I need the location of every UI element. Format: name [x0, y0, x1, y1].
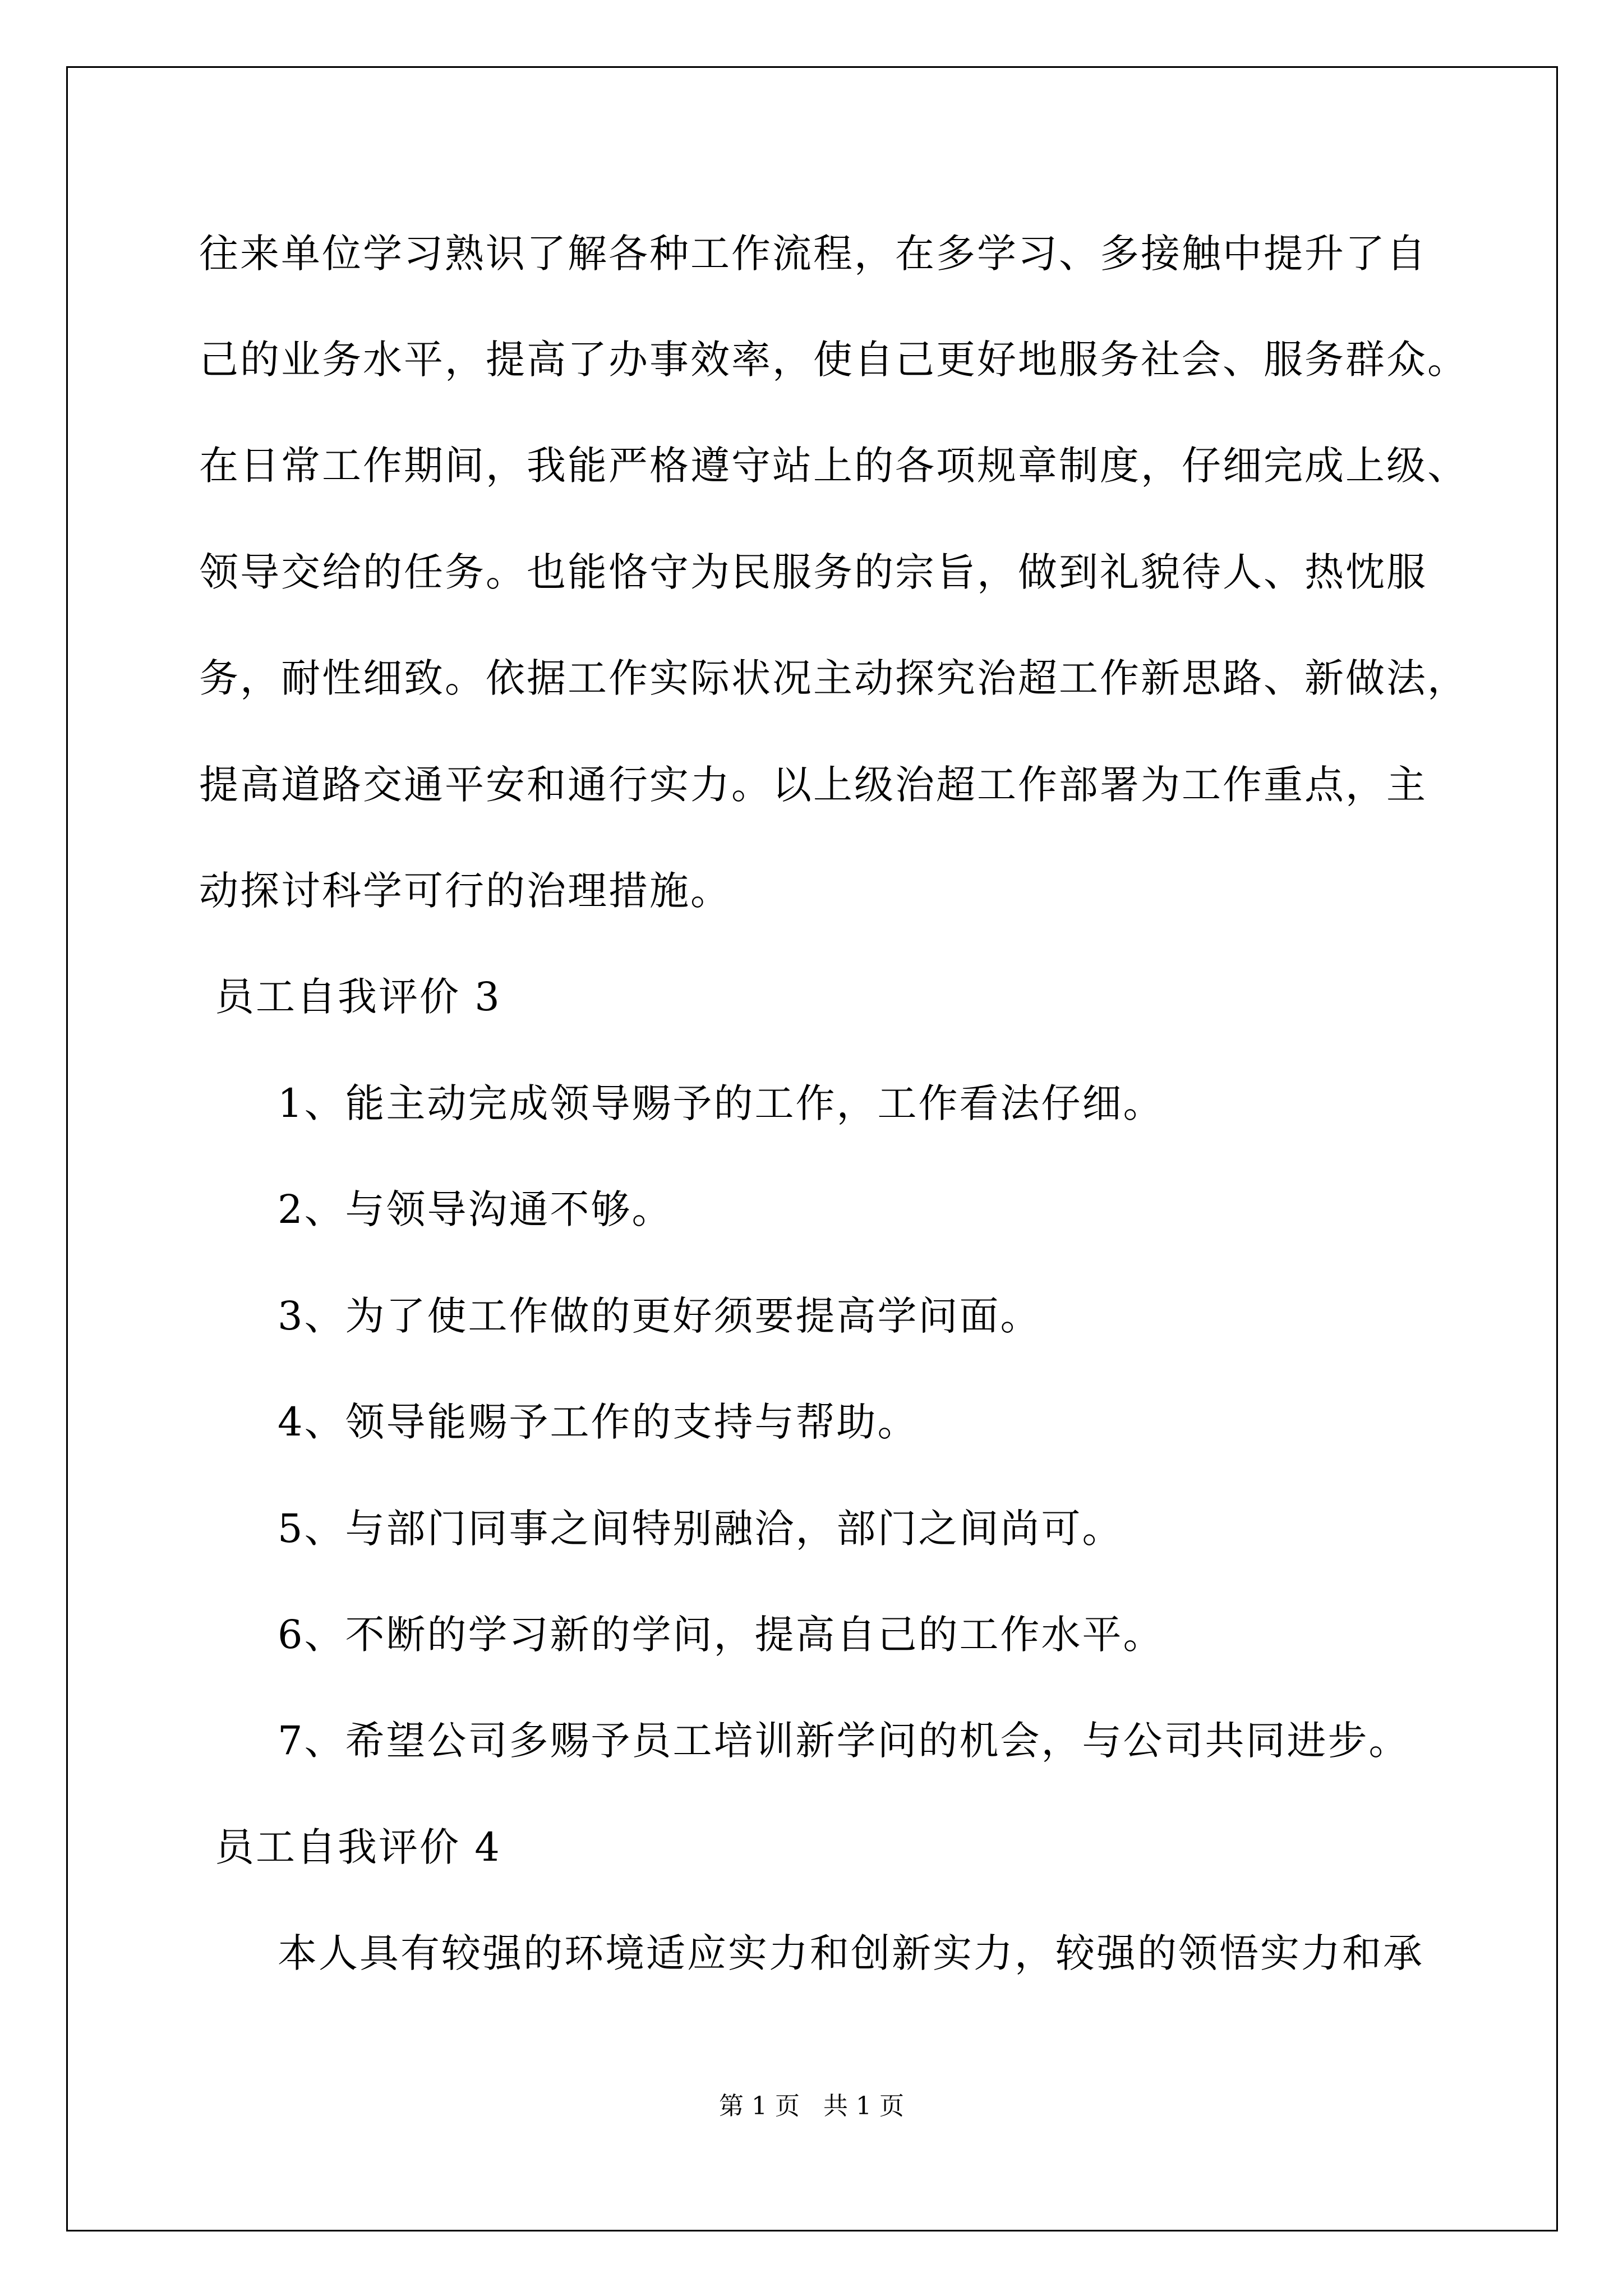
list-item: 4、领导能赐予工作的支持与帮助。: [278, 1399, 919, 1445]
list-item: 5、与部门同事之间特别融洽，部门之间尚可。: [278, 1506, 1123, 1552]
body-line: 提高道路交通平安和通行实力。以上级治超工作部署为工作重点，主: [199, 762, 1427, 808]
paragraph-line: 本人具有较强的环境适应实力和创新实力，较强的领悟实力和承: [278, 1930, 1424, 1976]
body-line: 动探讨科学可行的治理措施。: [199, 868, 731, 914]
list-item: 2、与领导沟通不够。: [278, 1186, 673, 1232]
body-line: 领导交给的任务。也能恪守为民服务的宗旨，做到礼貌待人、热忱服: [199, 549, 1427, 595]
body-line: 往来单位学习熟识了解各种工作流程，在多学习、多接触中提升了自: [199, 231, 1427, 277]
list-item: 6、不断的学习新的学问，提高自己的工作水平。: [278, 1612, 1164, 1658]
list-item: 1、能主动完成领导赐予的工作，工作看法仔细。: [278, 1080, 1164, 1126]
page-total: 共 1 页: [823, 2092, 904, 2120]
list-item: 7、希望公司多赐予员工培训新学问的机会，与公司共同进步。: [278, 1718, 1410, 1764]
body-line: 务，耐性细致。依据工作实际状况主动探究治超工作新思路、新做法，: [199, 655, 1468, 701]
body-line: 在日常工作期间，我能严格遵守站上的各项规章制度，仔细完成上级、: [199, 443, 1468, 489]
section-heading-4: 员工自我评价 4: [215, 1824, 501, 1870]
page-border: [66, 66, 1558, 2231]
body-line: 己的业务水平，提高了办事效率，使自己更好地服务社会、服务群众。: [199, 337, 1468, 383]
page-footer: [0, 2092, 1623, 2120]
section-heading-3: 员工自我评价 3: [215, 974, 501, 1020]
page-number: 第 1 页: [719, 2092, 800, 2120]
list-item: 3、为了使工作做的更好须要提高学问面。: [278, 1293, 1041, 1339]
